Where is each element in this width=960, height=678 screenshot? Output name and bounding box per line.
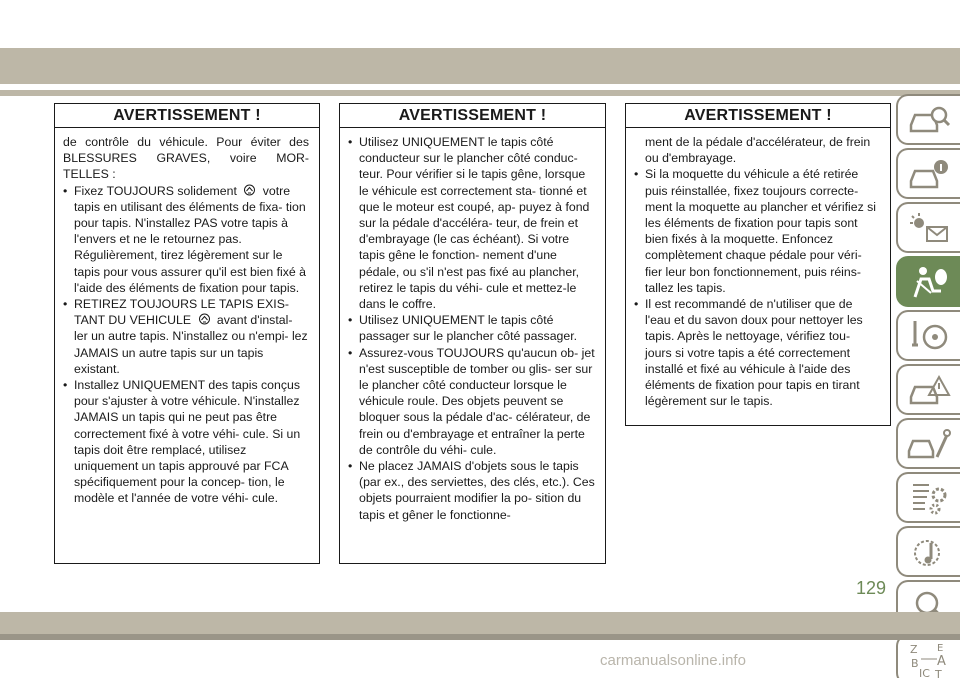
floor-mat-fastener-icon	[243, 184, 256, 196]
page-number: 129	[856, 578, 887, 598]
list-item: • Installez UNIQUEMENT des tapis conçus pour s'ajuster à votre véhicule. N'installez JAMAIS un tapis qui ne peut pas être correctement fixé à votre véhi- cule. Si un tapis doit être remplacé, utilisez uniquement un tapis approuvé par FCA spécifiquement pour la concep- tion, le modèle et l'année de votre véhi- cule.	[63, 377, 309, 507]
warning-heading: AVERTISSEMENT !	[340, 104, 605, 128]
warning-heading: AVERTISSEMENT !	[626, 104, 890, 128]
svg-text:Z: Z	[910, 642, 918, 656]
warning-text	[340, 128, 605, 523]
list-item: • Ne placez JAMAIS d'objets sous le tapis (par ex., des serviettes, des clés, etc.). Ces objets pourraient modifier la po- sition du tapis et gêner le fonctionne-	[348, 458, 595, 523]
svg-text:B: B	[911, 656, 919, 670]
tab-servicing[interactable]	[896, 418, 960, 469]
warning-text	[626, 128, 890, 409]
warning-intro: de contrôle du véhicule. Pour éviter des BLESSURES GRAVES, voire MOR- TELLES :	[63, 135, 309, 182]
warning-box-1	[54, 103, 320, 564]
car-magnifier-icon	[907, 101, 951, 139]
header-rule	[0, 90, 960, 96]
tab-index[interactable]	[896, 634, 960, 678]
seatbelt-airbag-icon	[907, 263, 951, 301]
warning-box-2	[339, 103, 606, 564]
footer-band	[0, 612, 960, 634]
tab-car-info[interactable]	[896, 148, 960, 199]
list-item: • RETIREZ TOUJOURS LE TAPIS EXIS- TANT DU VEHICULE avant d'instal- ler un autre tapis. N'installez ou n'empi- lez JAMAIS un autre tapis sur un tapis existant.	[63, 296, 309, 377]
specifications-gears-icon	[907, 479, 951, 517]
tab-car-magnifier[interactable]	[896, 94, 960, 145]
svg-text:E: E	[937, 642, 944, 654]
warning-text	[55, 128, 319, 507]
header-band	[0, 48, 960, 84]
alphabet-index-icon	[907, 641, 951, 678]
watermark: carmanualsonline.info	[600, 652, 746, 669]
tab-safety[interactable]	[896, 256, 960, 307]
warning-heading: AVERTISSEMENT !	[55, 104, 319, 128]
tab-starting-driving[interactable]	[896, 310, 960, 361]
steering-wheel-key-icon	[907, 317, 951, 355]
roadside-warning-triangle-icon	[907, 371, 951, 409]
footer-rule	[0, 634, 960, 640]
svg-text:IC: IC	[919, 666, 930, 678]
tab-multimedia[interactable]	[896, 526, 960, 577]
svg-text:A: A	[937, 653, 946, 669]
car-wrench-icon	[907, 425, 951, 463]
list-item: • Utilisez UNIQUEMENT le tapis côté passager sur le plancher côté passager.	[348, 312, 595, 344]
list-item: • Fixez TOUJOURS solidement votre tapis en utilisant des éléments de fixa- tion pour tapis. N'installez PAS votre tapis à l'envers et ne le retournez pas. Régulièrement, tirez légèrement sur le tapis pour vous assurer qu'il est bien fixé à l'aide des éléments de fixation pour tapis.	[63, 183, 309, 296]
list-item: • Assurez-vous TOUJOURS qu'aucun ob- jet n'est susceptible de tomber ou glis- ser sur le plancher côté conducteur lorsque le véhicule roule. Des objets peuvent se bloquer sous la pédale d'ac- célérateur, de frein ou d'embrayage et entraîner la perte de contrôle du véhi- cule.	[348, 345, 595, 458]
car-info-icon	[907, 155, 951, 193]
list-item: • Il est recommandé de n'utiliser que de l'eau et du savon doux pour nettoyer les tapis. Après le nettoyage, vérifiez tou- jours si votre tapis a été correctement installé et fixé au véhicule à l'aide des éléments de fixation pour tapis en tirant légèrement sur le tapis.	[634, 296, 880, 409]
list-item: • Utilisez UNIQUEMENT le tapis côté conducteur sur le plancher côté conduc- teur. Pour vérifier si le tapis gêne, lorsque le véhicule est correctement sta- tionné et que le moteur est coupé, ap- puyez à fond sur la pédale d'accéléra- teur, de frein et d'embrayage (le cas échéant). Si votre tapis gêne le fonction- nement d'une pédale, ou s'il n'est pas fixé au plancher, retirez le tapis du véhi- cule et mettez-le dans le coffre.	[348, 134, 595, 312]
svg-text:T: T	[935, 667, 942, 678]
tab-emergency[interactable]	[896, 364, 960, 415]
warning-box-3	[625, 103, 891, 426]
floor-mat-fastener-icon	[198, 313, 211, 325]
warning-lights-message-icon	[907, 209, 951, 247]
warning-intro: ment de la pédale d'accélérateur, de frein ou d'embrayage.	[645, 135, 871, 166]
list-item: • Si la moquette du véhicule a été retirée puis réinstallée, fixez toujours correcte- ment la moquette au plancher et vérifiez si les éléments de fixation pour tapis sont bien fixés à la moquette. Enfoncez complètement chaque pédale pour véri- fier leur bon fonctionnement, puis réins- tallez les tapis.	[634, 166, 880, 296]
tab-warning-lights[interactable]	[896, 202, 960, 253]
multimedia-icon	[907, 533, 951, 571]
tab-specifications[interactable]	[896, 472, 960, 523]
